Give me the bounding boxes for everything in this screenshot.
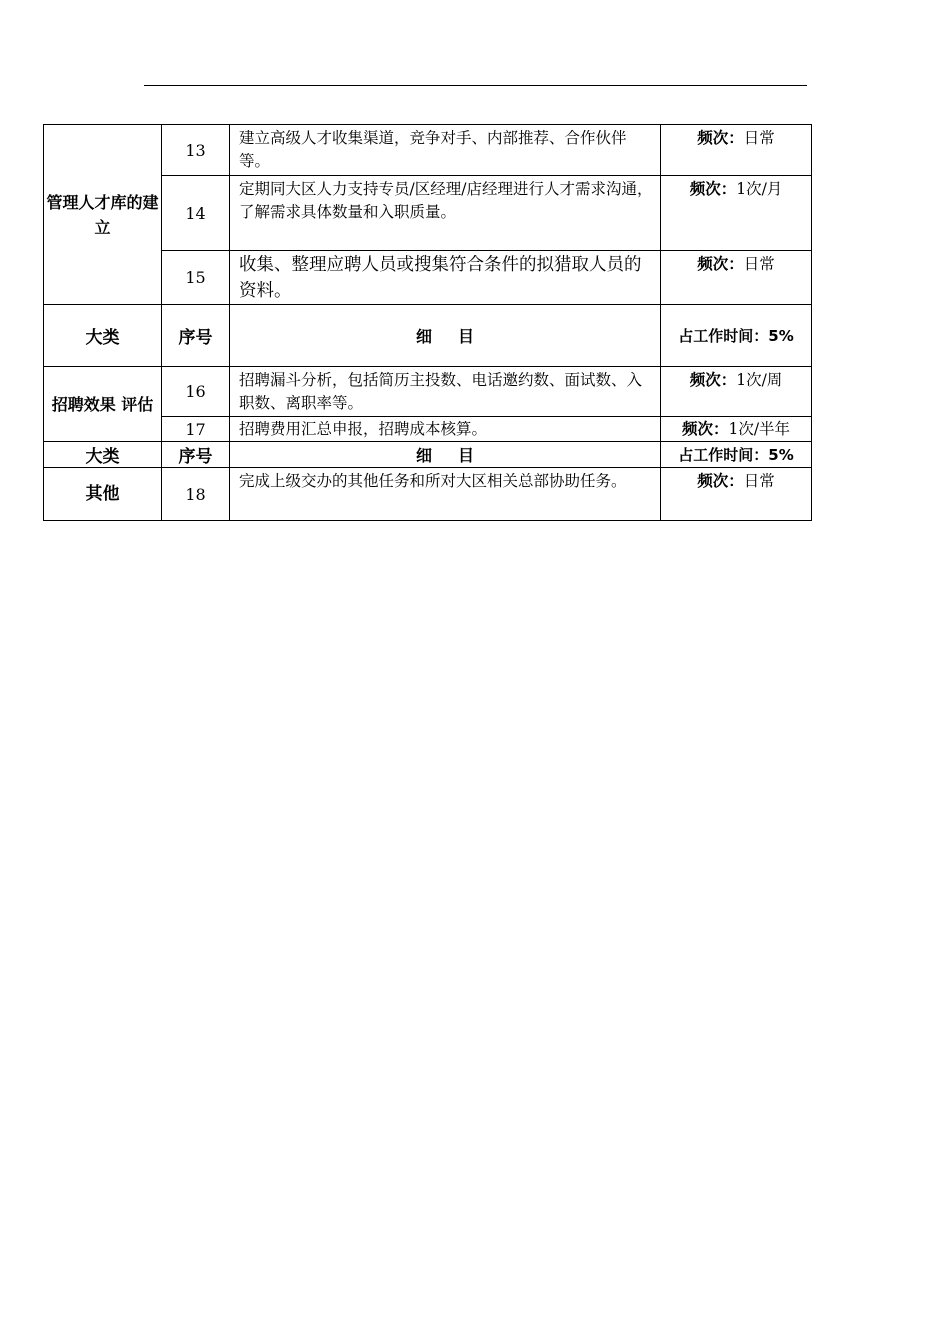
- detail-cell: 建立高级人才收集渠道，竞争对手、内部推荐、合作伙伴等。: [230, 125, 661, 176]
- header-row: [44, 305, 812, 367]
- frequency-value: 日常: [743, 472, 775, 490]
- frequency-cell: [661, 251, 812, 305]
- row-number: 18: [162, 468, 230, 521]
- header-row: [44, 442, 812, 468]
- header-rule: [144, 85, 807, 86]
- frequency-key: 频次：: [697, 129, 744, 147]
- frequency-value: 1次/月: [736, 180, 783, 198]
- row-number: 13: [162, 125, 230, 176]
- header-detail: [230, 305, 661, 367]
- header-category: 大类: [44, 305, 162, 367]
- header-detail-a: 细: [415, 327, 432, 346]
- frequency-key: 频次：: [689, 180, 737, 198]
- frequency-value: 日常: [743, 255, 775, 273]
- frequency-value: 1次/周: [736, 371, 783, 389]
- row-number: 14: [162, 176, 230, 251]
- frequency-key: 频次：: [689, 371, 737, 389]
- header-category: 大类: [44, 442, 162, 468]
- table-row: [44, 468, 812, 521]
- frequency-cell: [661, 417, 812, 442]
- frequency-value: 日常: [743, 129, 775, 147]
- header-detail-b: 目: [458, 446, 475, 465]
- header-detail-b: 目: [458, 327, 475, 346]
- detail-cell: 完成上级交办的其他任务和所对大区相关总部协助任务。: [230, 468, 661, 521]
- table-row: [44, 367, 812, 417]
- category-cell: 招聘效果 评估: [44, 367, 162, 442]
- frequency-key: 频次：: [697, 255, 744, 273]
- header-number: 序号: [162, 442, 230, 468]
- table-row: [44, 125, 812, 176]
- row-number: 15: [162, 251, 230, 305]
- category-cell: 管理人才库的建立: [44, 125, 162, 305]
- header-detail-a: 细: [415, 446, 432, 465]
- frequency-cell: [661, 125, 812, 176]
- header-detail: [230, 442, 661, 468]
- frequency-cell: [661, 468, 812, 521]
- frequency-key: 频次：: [697, 472, 744, 490]
- header-number: 序号: [162, 305, 230, 367]
- detail-cell: 定期同大区人力支持专员/区经理/店经理进行人才需求沟通，了解需求具体数量和入职质量。: [230, 176, 661, 251]
- frequency-value: 1次/半年: [728, 419, 791, 438]
- header-time: 占工作时间：5%: [661, 442, 812, 468]
- frequency-cell: [661, 176, 812, 251]
- row-number: 16: [162, 367, 230, 417]
- frequency-key: 频次：: [681, 419, 729, 438]
- detail-cell: 招聘漏斗分析，包括简历主投数、电话邀约数、面试数、入职数、离职率等。: [230, 367, 661, 417]
- row-number: 17: [162, 417, 230, 442]
- detail-cell: 招聘费用汇总申报，招聘成本核算。: [230, 417, 661, 442]
- frequency-cell: [661, 367, 812, 417]
- category-cell: 其他: [44, 468, 162, 521]
- duty-table: [43, 124, 812, 521]
- detail-cell: 收集、整理应聘人员或搜集符合条件的拟猎取人员的资料。: [230, 251, 661, 305]
- header-time: 占工作时间：5%: [661, 305, 812, 367]
